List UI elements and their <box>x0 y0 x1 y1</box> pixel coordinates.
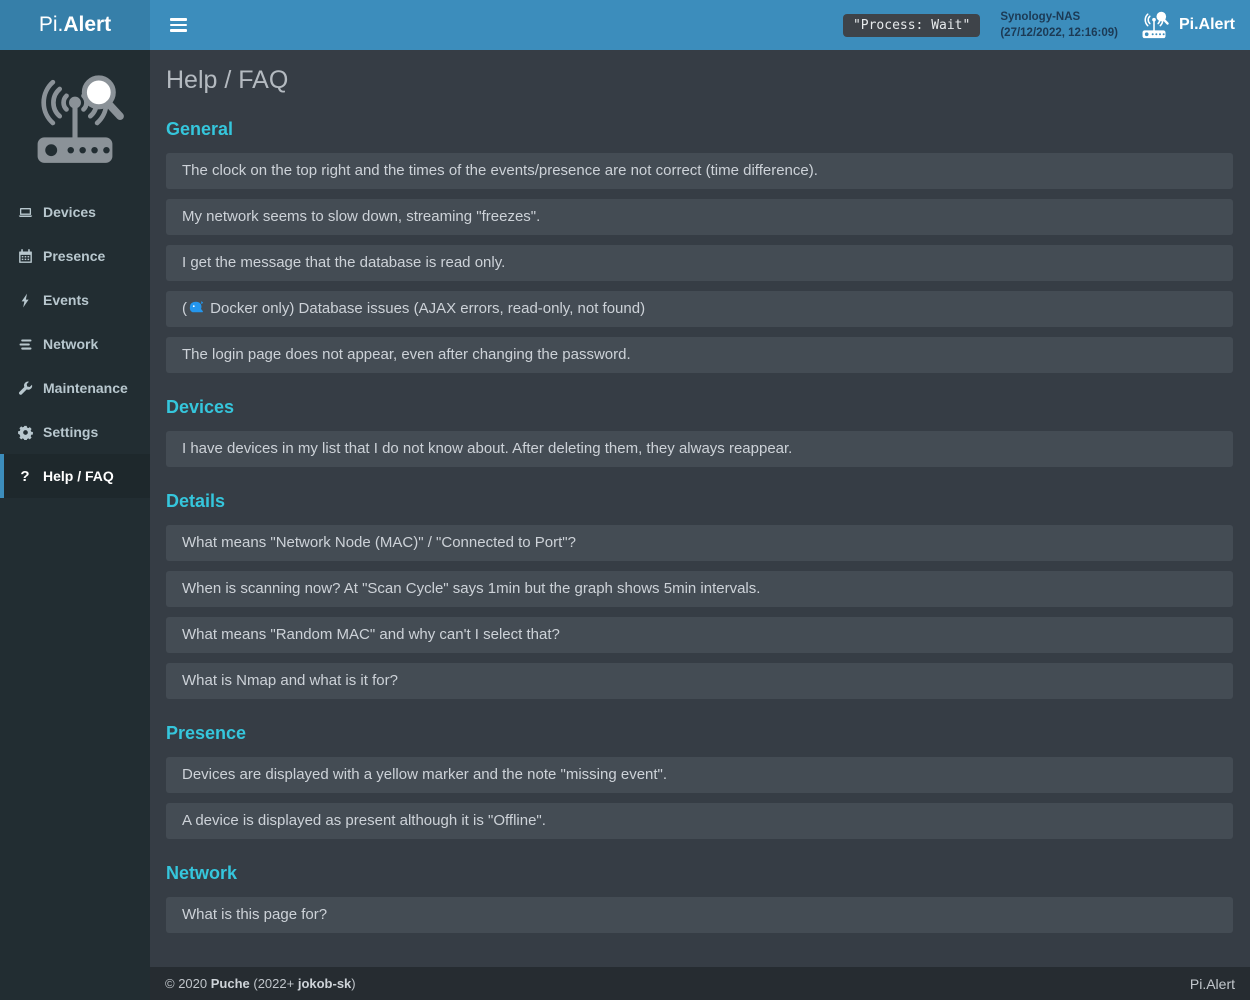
router-scan-icon <box>1138 10 1170 40</box>
page-footer <box>150 967 1250 1000</box>
question-icon: ? <box>20 467 30 485</box>
navbar <box>150 0 1250 50</box>
faq-question[interactable]: Devices are displayed with a yellow marker and the note "missing event". <box>166 757 1233 793</box>
sidebar-item-settings[interactable]: Settings <box>0 410 150 454</box>
laptop-icon <box>16 205 34 220</box>
navbar-right <box>843 9 1235 41</box>
faq-question[interactable]: I have devices in my list that I do not know about. After deleting them, they always reappear. <box>166 431 1233 467</box>
section-title: General <box>166 119 234 139</box>
faq-question[interactable]: A device is displayed as present although it is "Offline". <box>166 803 1233 839</box>
calendar-icon <box>16 249 34 264</box>
faq-section-presence <box>166 723 1233 839</box>
sidebar-nav <box>0 184 150 498</box>
process-status-badge: "Process: Wait" <box>843 14 980 37</box>
faq-question[interactable]: The login page does not appear, even after changing the password. <box>166 337 1233 373</box>
faq-section-details <box>166 491 1233 699</box>
app-logo-suffix: Alert <box>63 13 112 36</box>
section-title: Network <box>166 863 238 883</box>
brand-link[interactable] <box>1138 10 1235 40</box>
faq-question[interactable]: When is scanning now? At "Scan Cycle" says 1min but the graph shows 5min intervals. <box>166 571 1233 607</box>
section-title: Devices <box>166 397 235 417</box>
faq-section-devices <box>166 397 1233 467</box>
wrench-icon <box>16 381 34 396</box>
host-name: Synology-NAS <box>1000 10 1081 23</box>
faq-question[interactable]: What is this page for? <box>166 897 1233 933</box>
page-title: Help / FAQ <box>166 66 289 94</box>
section-title: Details <box>166 491 226 511</box>
faq-question[interactable]: The clock on the top right and the times of the events/presence are not correct (time difference). <box>166 153 1233 189</box>
copyright-text: © 2020 Puche (2022+ jokob-sk) <box>165 976 356 991</box>
faq-section-network <box>166 863 1233 933</box>
faq-question[interactable]: What means "Random MAC" and why can't I select that? <box>166 617 1233 653</box>
faq-section-general <box>166 119 1233 373</box>
sidebar-item-maintenance[interactable]: Maintenance <box>0 366 150 410</box>
author-link-puche[interactable]: Puche <box>210 976 250 991</box>
host-time: (27/12/2022, 12:16:09) <box>1000 27 1118 39</box>
app-logo[interactable] <box>0 0 150 50</box>
network-icon <box>16 337 34 352</box>
bolt-icon <box>16 293 34 308</box>
faq-question[interactable]: ( Docker only) Database issues (AJAX errors, read-only, not found) <box>166 291 1233 327</box>
router-scan-logo-icon <box>24 64 126 176</box>
author-link-jokob-sk[interactable]: jokob-sk <box>297 976 352 991</box>
host-info <box>1000 9 1118 41</box>
sidebar-toggle-button[interactable] <box>166 12 191 38</box>
gear-icon <box>16 425 34 440</box>
sidebar-item-network[interactable]: Network <box>0 322 150 366</box>
sidebar-item-presence[interactable]: Presence <box>0 234 150 278</box>
sidebar-item-devices[interactable]: Devices <box>0 190 150 234</box>
footer-brand-link[interactable]: Pi.Alert <box>1189 975 1235 992</box>
main-content <box>150 50 1250 967</box>
faq-question[interactable]: What is Nmap and what is it for? <box>166 663 1233 699</box>
docker-whale-icon <box>187 300 206 317</box>
faq-question[interactable]: I get the message that the database is read only. <box>166 245 1233 281</box>
app-logo-prefix: Pi. <box>38 13 64 36</box>
faq-question[interactable]: My network seems to slow down, streaming "freezes". <box>166 199 1233 235</box>
sidebar <box>0 50 150 1000</box>
section-title: Presence <box>166 723 247 743</box>
sidebar-item-events[interactable]: Events <box>0 278 150 322</box>
sidebar-item-help-faq[interactable]: ? Help / FAQ <box>0 454 150 498</box>
top-header <box>0 0 1250 50</box>
faq-question[interactable]: What means "Network Node (MAC)" / "Connected to Port"? <box>166 525 1233 561</box>
sidebar-logo <box>0 50 150 184</box>
brand-label: Pi.Alert <box>1178 16 1235 33</box>
